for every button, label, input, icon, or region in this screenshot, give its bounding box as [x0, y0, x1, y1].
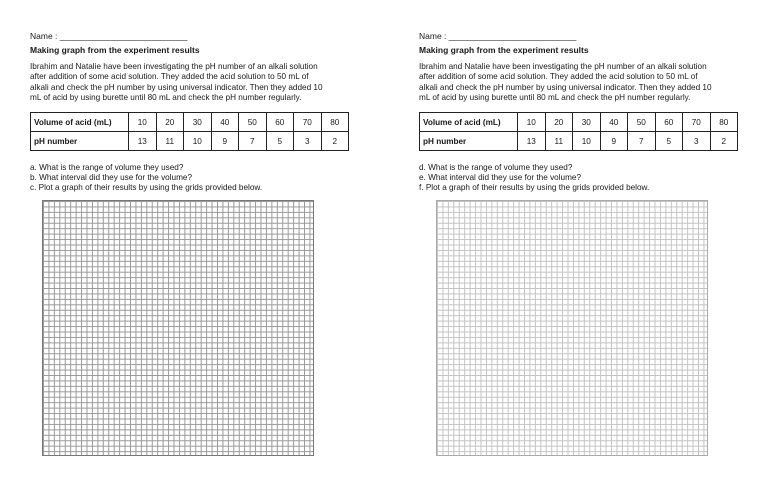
- worksheet-right: [419, 0, 768, 489]
- name-line: Name : ___________________________: [30, 31, 188, 41]
- results-table: [419, 112, 738, 151]
- volume-cell: 60: [655, 113, 683, 132]
- volume-cell: 30: [184, 113, 212, 132]
- question-list: [30, 163, 262, 193]
- volume-cell: 50: [628, 113, 656, 132]
- graph-grid: [42, 200, 314, 456]
- table-row-ph: [31, 132, 349, 151]
- intro-line: mL of acid by using burette until 80 mL and check the pH number regularly.: [30, 92, 302, 102]
- graph-grid-area: [42, 200, 314, 456]
- ph-cell: 9: [600, 132, 628, 151]
- ph-cell: 5: [266, 132, 294, 151]
- question-list: [419, 163, 649, 193]
- ph-cell: 10: [184, 132, 212, 151]
- intro-paragraph: [419, 62, 741, 103]
- ph-cell: 2: [710, 132, 738, 151]
- table-row-volume: [31, 113, 349, 132]
- results-table: [30, 112, 349, 151]
- volume-cell: 40: [211, 113, 239, 132]
- name-line: Name : ___________________________: [419, 31, 577, 41]
- volume-cell: 10: [518, 113, 546, 132]
- ph-header-cell: pH number: [420, 132, 518, 151]
- question-item: b. What interval did they use for the volume?: [30, 173, 193, 182]
- volume-cell: 60: [266, 113, 294, 132]
- volume-cell: 20: [545, 113, 573, 132]
- ph-cell: 13: [518, 132, 546, 151]
- graph-grid: [436, 200, 708, 456]
- intro-line: after addition of some acid solution. They added the acid solution to 50 mL of: [30, 72, 309, 82]
- question-item: d. What is the range of volume they used?: [419, 163, 573, 172]
- ph-cell: 11: [545, 132, 573, 151]
- ph-header-cell: pH number: [31, 132, 129, 151]
- volume-header-cell: Volume of acid (mL): [31, 113, 129, 132]
- volume-cell: 30: [573, 113, 601, 132]
- intro-paragraph: [30, 62, 352, 103]
- ph-cell: 3: [683, 132, 711, 151]
- intro-line: after addition of some acid solution. They added the acid solution to 50 mL of: [419, 72, 698, 82]
- ph-cell: 9: [211, 132, 239, 151]
- volume-cell: 70: [294, 113, 322, 132]
- ph-cell: 11: [156, 132, 184, 151]
- volume-header-cell: Volume of acid (mL): [420, 113, 518, 132]
- intro-line: mL of acid by using burette until 80 mL and check the pH number regularly.: [419, 92, 691, 102]
- worksheet-left: [30, 0, 400, 489]
- intro-line: alkali and check the pH number by using universal indicator. Then they added 10: [419, 82, 712, 92]
- volume-cell: 70: [683, 113, 711, 132]
- question-item: e. What interval did they use for the volume?: [419, 173, 582, 182]
- ph-cell: 10: [573, 132, 601, 151]
- ph-cell: 5: [655, 132, 683, 151]
- volume-cell: 10: [129, 113, 157, 132]
- graph-grid-area: [436, 200, 708, 456]
- ph-cell: 3: [294, 132, 322, 151]
- worksheet-title: Making graph from the experiment results: [419, 45, 589, 55]
- table-row-volume: [420, 113, 738, 132]
- question-item: c. Plot a graph of their results by using the grids provided below.: [30, 183, 263, 192]
- ph-cell: 2: [321, 132, 349, 151]
- question-item: f. Plot a graph of their results by using the grids provided below.: [419, 183, 650, 192]
- intro-line: alkali and check the pH number by using universal indicator. Then they added 10: [30, 82, 323, 92]
- volume-cell: 20: [156, 113, 184, 132]
- ph-cell: 13: [129, 132, 157, 151]
- ph-cell: 7: [628, 132, 656, 151]
- volume-cell: 80: [710, 113, 738, 132]
- volume-cell: 50: [239, 113, 267, 132]
- worksheet-title: Making graph from the experiment results: [30, 45, 200, 55]
- table-row-ph: [420, 132, 738, 151]
- ph-cell: 7: [239, 132, 267, 151]
- intro-line: Ibrahim and Natalie have been investigating the pH number of an alkali solution: [419, 62, 707, 71]
- volume-cell: 80: [321, 113, 349, 132]
- question-item: a. What is the range of volume they used?: [30, 163, 184, 172]
- intro-line: Ibrahim and Natalie have been investigating the pH number of an alkali solution: [30, 62, 318, 71]
- volume-cell: 40: [600, 113, 628, 132]
